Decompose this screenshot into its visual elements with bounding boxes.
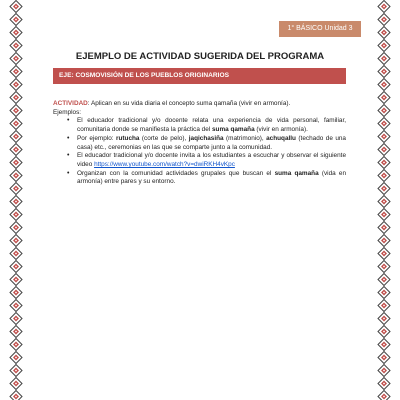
- bullet-text: (matrimonio),: [223, 134, 267, 142]
- border-diamond-dot: [383, 201, 385, 203]
- border-diamond-dot: [15, 6, 17, 8]
- bullet-bold-term: rutucha: [116, 134, 140, 142]
- border-diamond-dot: [383, 214, 385, 216]
- border-diamond-dot: [383, 136, 385, 138]
- activity-line: [53, 100, 346, 109]
- border-diamond-dot: [15, 201, 17, 203]
- border-diamond-dot: [383, 396, 385, 398]
- list-item: [67, 170, 346, 187]
- bullet-text: Por ejemplo:: [77, 134, 117, 142]
- border-diamond-dot: [15, 253, 17, 255]
- border-diamond-dot: [383, 266, 385, 268]
- border-diamond-dot: [383, 253, 385, 255]
- activity-content: [53, 100, 346, 187]
- border-diamond-dot: [383, 331, 385, 333]
- border-diamond-dot: [383, 123, 385, 125]
- border-diamond-dot: [383, 305, 385, 307]
- examples-list: [53, 117, 346, 187]
- border-diamond-dot: [15, 370, 17, 372]
- border-diamond-dot: [15, 149, 17, 151]
- border-diamond-dot: [15, 71, 17, 73]
- grade-unit-badge: 1° BÁSICO Unidad 3: [279, 21, 361, 37]
- border-diamond-dot: [383, 162, 385, 164]
- border-diamond-dot: [383, 175, 385, 177]
- border-diamond-dot: [15, 214, 17, 216]
- border-diamond-dot: [15, 357, 17, 359]
- border-diamond-dot: [15, 45, 17, 47]
- border-diamond-dot: [383, 84, 385, 86]
- examples-label: Ejemplos:: [53, 108, 82, 116]
- border-diamond-dot: [383, 6, 385, 8]
- bullet-text: (techado de una casa) etc., ceremonias en las que se comparte junto a la comunidad.: [77, 134, 346, 151]
- border-diamond-dot: [383, 292, 385, 294]
- border-diamond-dot: [383, 357, 385, 359]
- border-diamond-dot: [15, 162, 17, 164]
- border-diamond-dot: [383, 110, 385, 112]
- border-diamond-dot: [15, 396, 17, 398]
- border-diamond-dot: [383, 279, 385, 281]
- bullet-bold-term: suma qamaña: [274, 169, 319, 177]
- border-diamond-dot: [383, 383, 385, 385]
- list-item: [67, 152, 346, 169]
- border-diamond-dot: [15, 305, 17, 307]
- border-diamond-dot: [383, 19, 385, 21]
- border-diamond-dot: [383, 370, 385, 372]
- border-diamond-dot: [383, 45, 385, 47]
- border-diamond-dot: [15, 97, 17, 99]
- bullet-text: El educador tradicional y/o docente invita a los estudiantes a escuchar y observar el siguiente video: [77, 152, 346, 168]
- border-diamond-dot: [15, 240, 17, 242]
- border-diamond-dot: [383, 240, 385, 242]
- list-item: [67, 135, 346, 152]
- bullet-bold-term: jaqichasiña: [188, 134, 224, 142]
- border-diamond-dot: [383, 97, 385, 99]
- border-diamond-dot: [383, 318, 385, 320]
- axis-header: EJE: COSMOVISIÓN DE LOS PUEBLOS ORIGINARIOS: [53, 68, 346, 84]
- border-diamond-dot: [15, 344, 17, 346]
- border-diamond-dot: [15, 84, 17, 86]
- border-diamond-dot: [15, 175, 17, 177]
- border-diamond-dot: [15, 331, 17, 333]
- bullet-text: (corte de pelo),: [139, 134, 189, 142]
- border-diamond-dot: [15, 279, 17, 281]
- border-diamond-dot: [15, 318, 17, 320]
- video-link[interactable]: https://www.youtube.com/watch?v=dwiRKH4vKpc: [94, 160, 235, 168]
- border-diamond-dot: [383, 188, 385, 190]
- bullet-text: (vivir en armonía).: [254, 126, 308, 134]
- bullet-text: El educador tradicional y/o docente relata una experiencia de vida personal, familiar, comunitaria donde se manifiesta la práctica del: [77, 117, 346, 134]
- border-diamond-dot: [15, 266, 17, 268]
- page-title: EJEMPLO DE ACTIVIDAD SUGERIDA DEL PROGRAMA: [75, 51, 325, 62]
- border-diamond-dot: [383, 227, 385, 229]
- bullet-bold-term: suma qamaña: [212, 126, 255, 134]
- border-diamond-dot: [383, 71, 385, 73]
- border-diamond-dot: [15, 227, 17, 229]
- bullet-text: Organizan con la comunidad actividades grupales que buscan el: [77, 169, 275, 177]
- activity-text: : Aplican en su vida diaria el concepto suma qamaña (vivir en armonía).: [87, 100, 291, 107]
- bullet-text: (vida en armonía) entre pares y su entorno.: [77, 169, 347, 186]
- border-diamond-dot: [15, 19, 17, 21]
- border-diamond-dot: [15, 110, 17, 112]
- border-diamond-dot: [15, 383, 17, 385]
- border-diamond-dot: [15, 292, 17, 294]
- bullet-bold-term: achuqallu: [266, 134, 296, 142]
- activity-label: ACTIVIDAD: [53, 100, 88, 107]
- list-item: [67, 117, 346, 134]
- border-diamond-dot: [15, 123, 17, 125]
- border-diamond-dot: [15, 136, 17, 138]
- border-diamond-dot: [383, 149, 385, 151]
- border-diamond-dot: [383, 344, 385, 346]
- border-diamond-dot: [15, 188, 17, 190]
- border-diamond-dot: [15, 32, 17, 34]
- border-diamond-dot: [383, 32, 385, 34]
